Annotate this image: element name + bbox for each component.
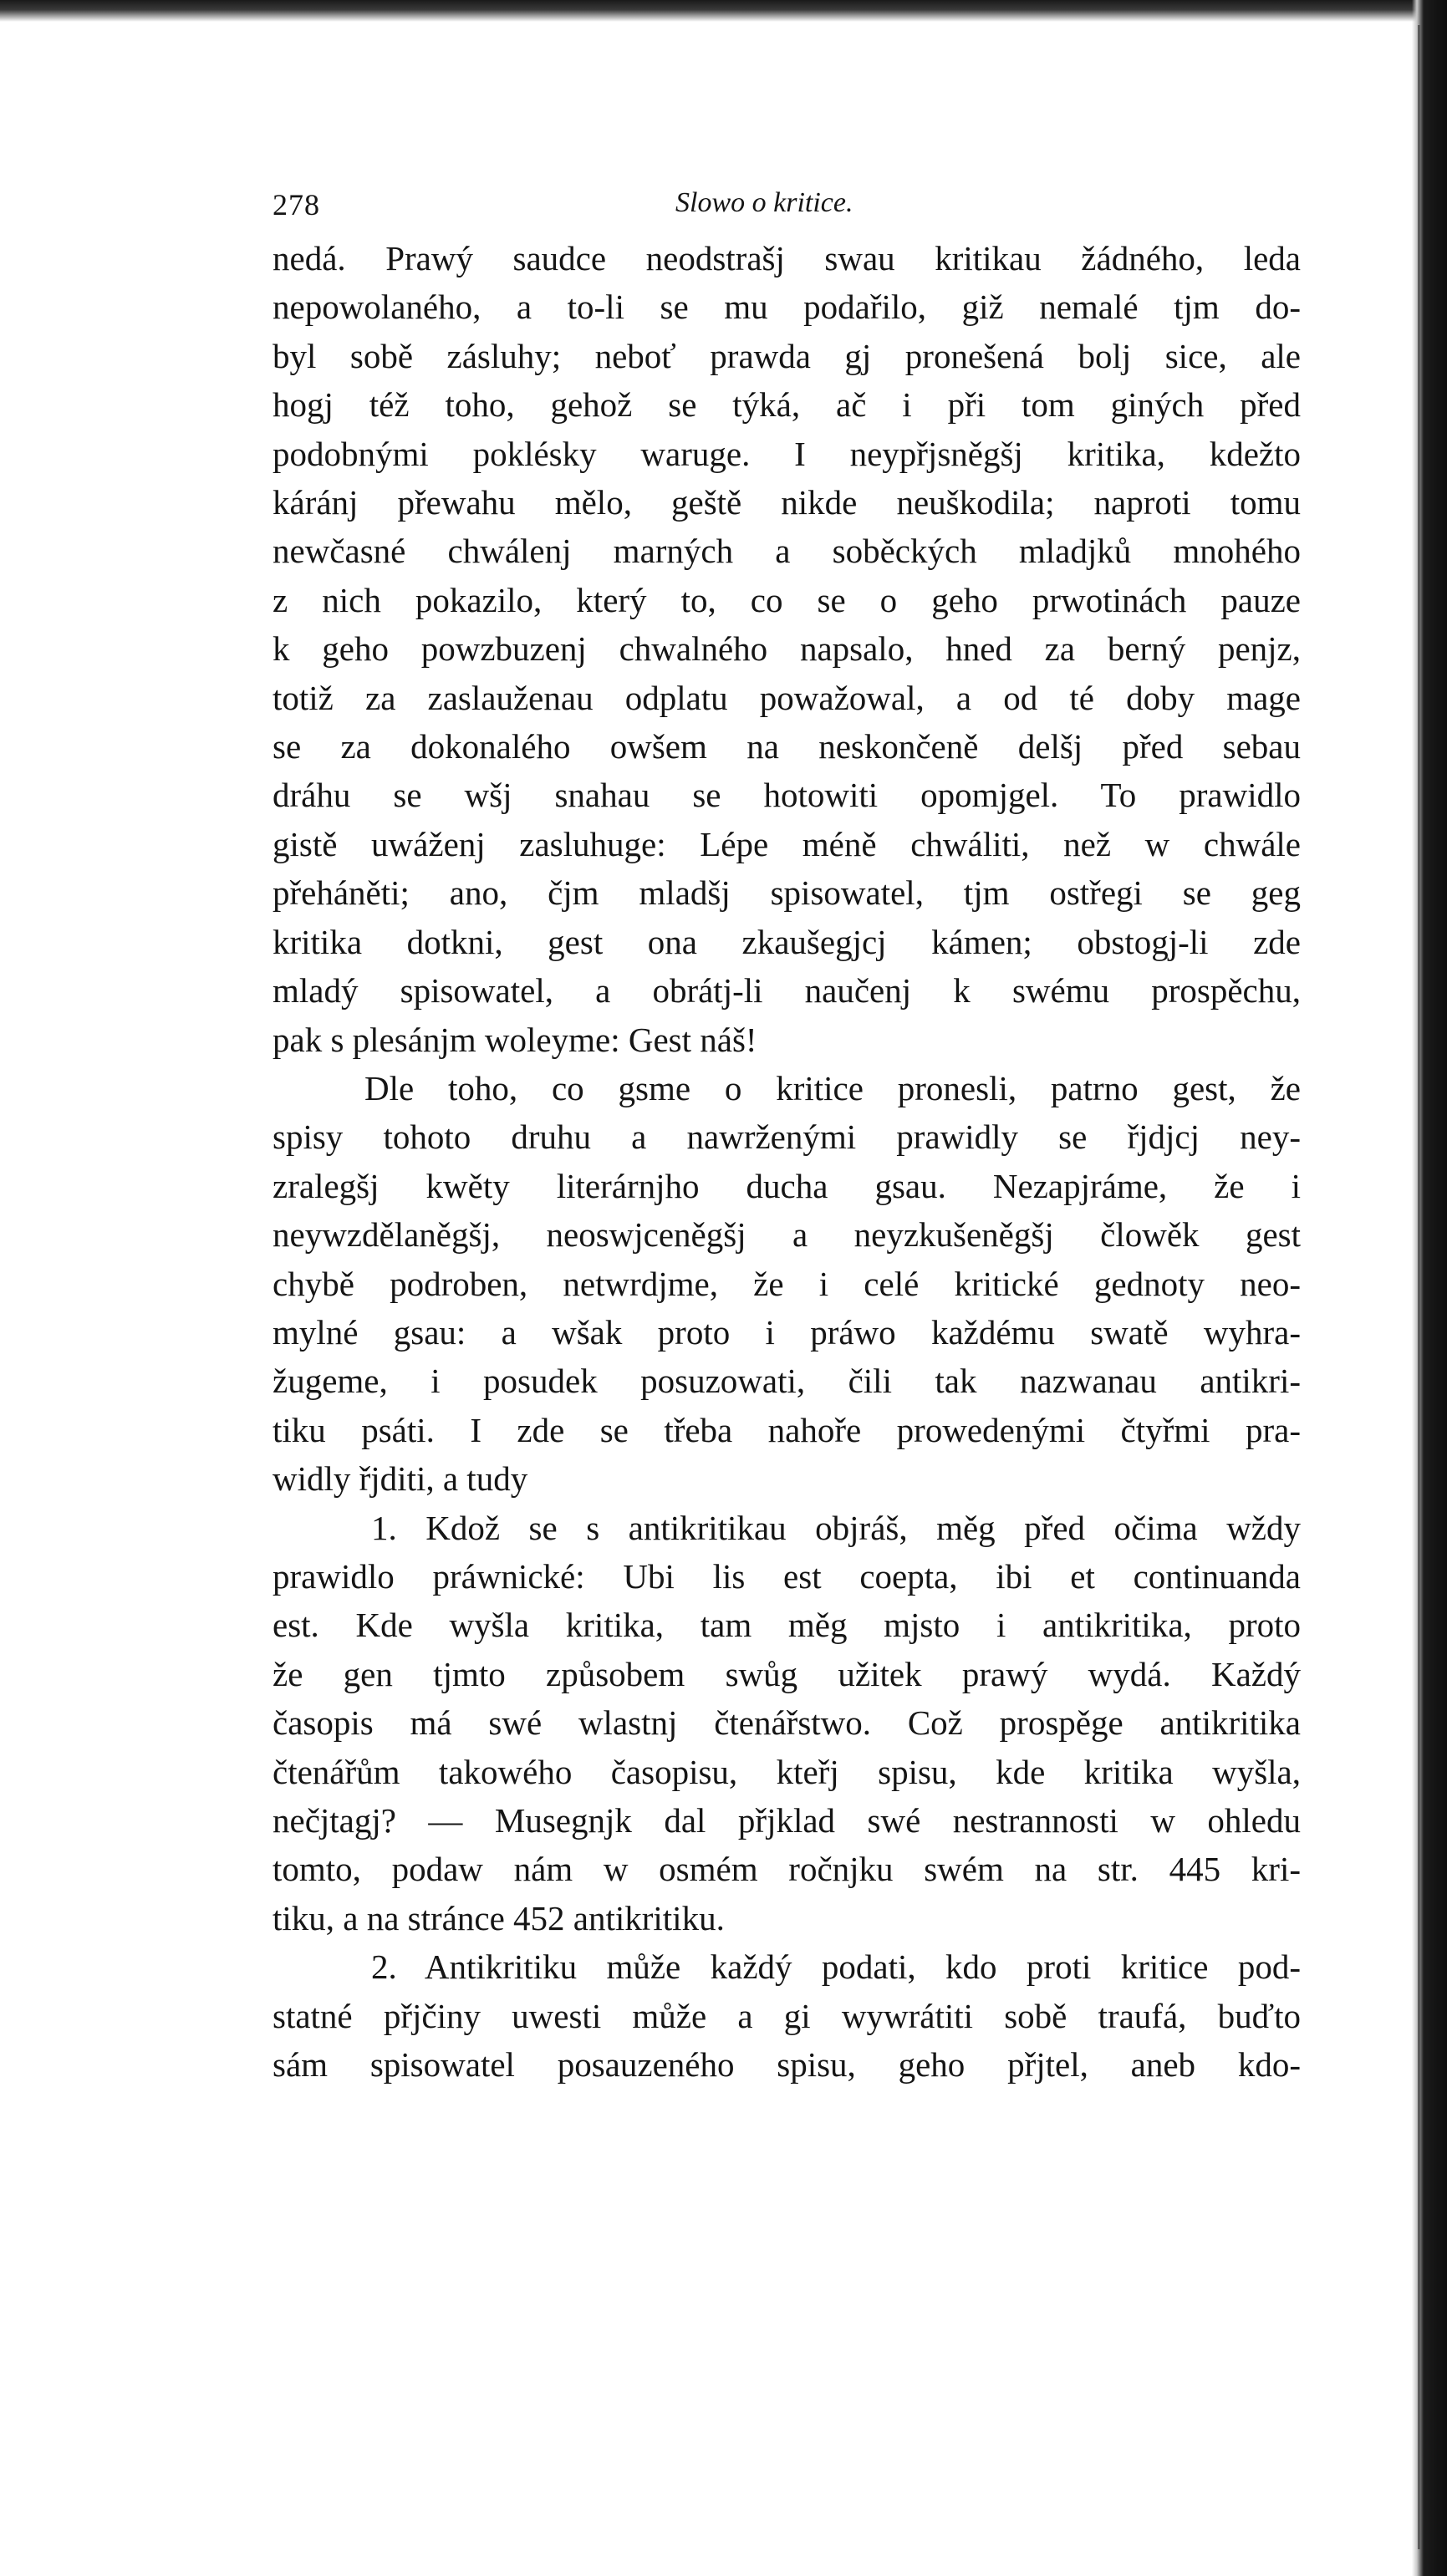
- text-line: prawidlo práwnické: Ubi lis est coepta, ibi et continuanda: [273, 1556, 1301, 1596]
- text-line: gistě uwáženj zasluhuge: Lépe méně chwáliti, než w chwále: [273, 824, 1301, 863]
- text-line: chybě podroben, netwrdjme, že i celé kritické gednoty neo-: [273, 1264, 1301, 1303]
- text-line: sám spisowatel posauzeného spisu, geho přjtel, aneb kdo-: [273, 2045, 1301, 2085]
- text-line: z nich pokazilo, který to, co se o geho prwotinách pauze: [273, 580, 1301, 619]
- text-line: že gen tjmto způsobem swůg užitek prawý wydá. Každý: [273, 1654, 1301, 1693]
- text-line: tiku psáti. I zde se třeba nahoře prowedenými čtyřmi pra-: [273, 1410, 1301, 1449]
- text-line: tomto, podaw nám w osmém ročnjku swém na str. 445 kri-: [273, 1850, 1301, 1889]
- text-line: totiž za zaslauženau odplatu powažowal, a od té doby mage: [273, 678, 1301, 717]
- running-head: [273, 176, 1301, 234]
- page-number: 278: [273, 188, 320, 221]
- text-line: newčasné chwálenj marných a soběckých mladjků mnohého: [273, 532, 1301, 571]
- book-page: [273, 176, 1301, 2089]
- text-line: est. Kde wyšla kritika, tam měg mjsto i antikritika, proto: [273, 1606, 1301, 1645]
- running-title: Slowo o kritice.: [675, 187, 853, 218]
- text-line: se za dokonalého owšem na neskončeně delšj před sebau: [273, 727, 1301, 766]
- text-line: hogj též toho, gehož se týká, ač i při tom giných před: [273, 385, 1301, 425]
- text-line: byl sobě zásluhy; neboť prawda gj pronešená bolj sice, ale: [273, 336, 1301, 375]
- text-line: statné přjčiny uwesti může a gi wywrátiti sobě traufá, buďto: [273, 1996, 1301, 2035]
- body-text: [273, 234, 1301, 2089]
- text-line: 1. Kdož se s antikritikau objráš, měg před očima wždy: [371, 1508, 1301, 1547]
- text-line: mylné gsau: a wšak proto i práwo každému swatě wyhra-: [273, 1312, 1301, 1352]
- text-line: přeháněti; ano, čjm mladšj spisowatel, tjm ostřegi se geg: [273, 873, 1301, 913]
- text-line: časopis má swé wlastnj čtenářstwo. Což prospěge antikritika: [273, 1703, 1301, 1743]
- text-line: widly řjditi, a tudy: [273, 1459, 528, 1499]
- text-line: neywzdělaněgšj, neoswjceněgšj a neyzkušeněgšj člowěk gest: [273, 1215, 1301, 1255]
- text-line: káránj přewahu mělo, geště nikde neuškodila; naproti tomu: [273, 483, 1301, 522]
- text-line: mladý spisowatel, a obrátj-li naučenj k swému prospěchu,: [273, 971, 1301, 1011]
- text-line: žugeme, i posudek posuzowati, čili tak nazwanau antikri-: [273, 1362, 1301, 1401]
- text-line: k geho powzbuzenj chwalného napsalo, hned za berný penjz,: [273, 629, 1301, 669]
- text-line: podobnými poklésky waruge. I neypřjsněgšj kritika, kdežto: [273, 434, 1301, 473]
- text-line: kritika dotkni, gest ona zkaušegjcj kámen; obstogj-li zde: [273, 922, 1301, 961]
- text-line: Dle toho, co gsme o kritice pronesli, patrno gest, že: [364, 1068, 1301, 1107]
- text-line: nepowolaného, a to-li se mu podařilo, giž nemalé tjm do-: [273, 288, 1301, 327]
- text-line: čtenářům takowého časopisu, kteřj spisu, kde kritika wyšla,: [273, 1752, 1301, 1791]
- scan-top-edge: [0, 0, 1447, 22]
- text-line: zralegšj kwěty literárnjho ducha gsau. Nezapjráme, že i: [273, 1166, 1301, 1205]
- text-line: nedá. Prawý saudce neodstrašj swau kritikau žádného, leda: [273, 239, 1301, 277]
- text-line: tiku, a na stránce 452 antikritiku.: [273, 1898, 725, 1937]
- text-line: nečjtagj? — Musegnjk dal přjklad swé nestrannosti w ohledu: [273, 1801, 1301, 1840]
- scan-page-fold-line: [1418, 25, 1420, 2549]
- text-line: dráhu se wšj snahau se hotowiti opomjgel. To prawidlo: [273, 776, 1301, 815]
- text-line: spisy tohoto druhu a nawrženými prawidly se řjdjcj ney-: [273, 1117, 1301, 1157]
- text-line: pak s plesánjm woleyme: Gest náš!: [273, 1020, 757, 1059]
- text-line: 2. Antikritiku může každý podati, kdo proti kritice pod-: [371, 1947, 1301, 1987]
